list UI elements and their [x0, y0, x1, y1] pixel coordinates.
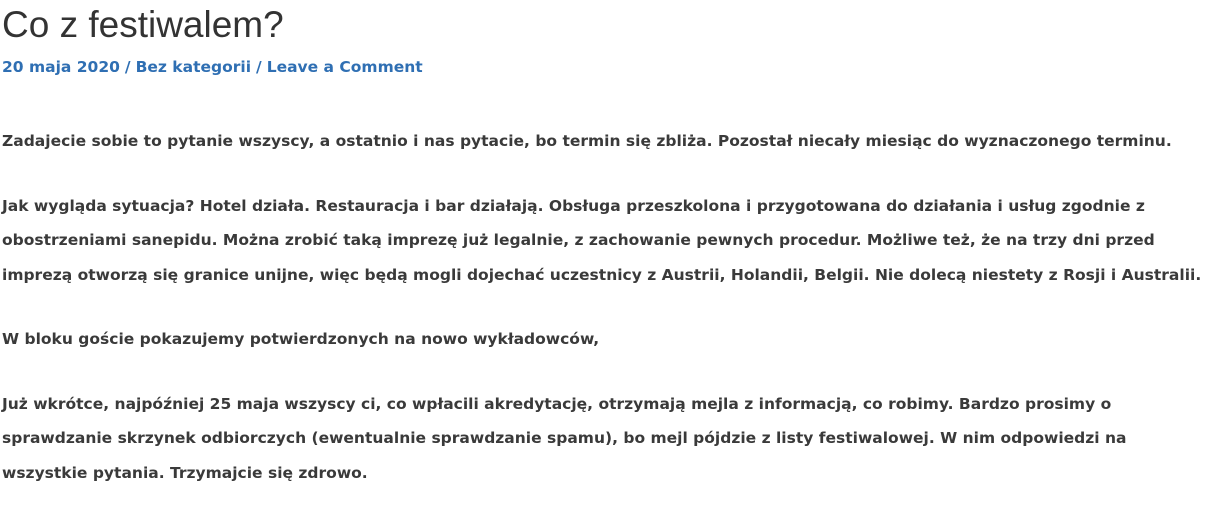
post-content	[2, 124, 1214, 520]
post-meta	[2, 56, 423, 78]
post-paragraph: Już wkrótce, najpóźniej 25 maja wszyscy ci, co wpłacili akredytację, otrzymają mejla z informacją, co robimy. Bardzo prosimy o sprawdzanie skrzynek odbiorczych (ewentualnie sprawdzanie spamu), bo mejl pójdzie z listy festiwalowej. W nim odpowiedzi na wszystkie pytania. Trzymajcie się zdrowo.	[2, 394, 1127, 482]
meta-separator: /	[124, 58, 131, 76]
post-paragraph: Jak wygląda sytuacja? Hotel działa. Restauracja i bar działają. Obsługa przeszkolona i przygotowana do działania i usług zgodnie z obostrzeniami sanepidu. Można zrobić taką imprezę już legalnie, z zachowanie pewnych procedur. Możliwe też, że na trzy dni przed imprezą otworzą się granice unijne, więc będą mogli dojechać uczestnicy z Austrii, Holandii, Belgii. Nie dolecą niestety z Rosji i Australii.	[2, 196, 1202, 284]
post-title: Co z festiwalem?	[2, 4, 284, 45]
meta-separator: /	[256, 58, 262, 76]
leave-comment-link[interactable]: Leave a Comment	[266, 58, 423, 76]
post-paragraph: Zadajecie sobie to pytanie wszyscy, a ostatnio i nas pytacie, bo termin się zbliża. Pozostał niecały miesiąc do wyznaczonego terminu.	[2, 132, 1172, 150]
post-date-link[interactable]: 20 maja 2020	[2, 58, 120, 76]
post-category-link[interactable]: Bez kategorii	[135, 58, 252, 76]
post-paragraph: W bloku goście pokazujemy potwierdzonych na nowo wykładowców,	[2, 330, 600, 348]
